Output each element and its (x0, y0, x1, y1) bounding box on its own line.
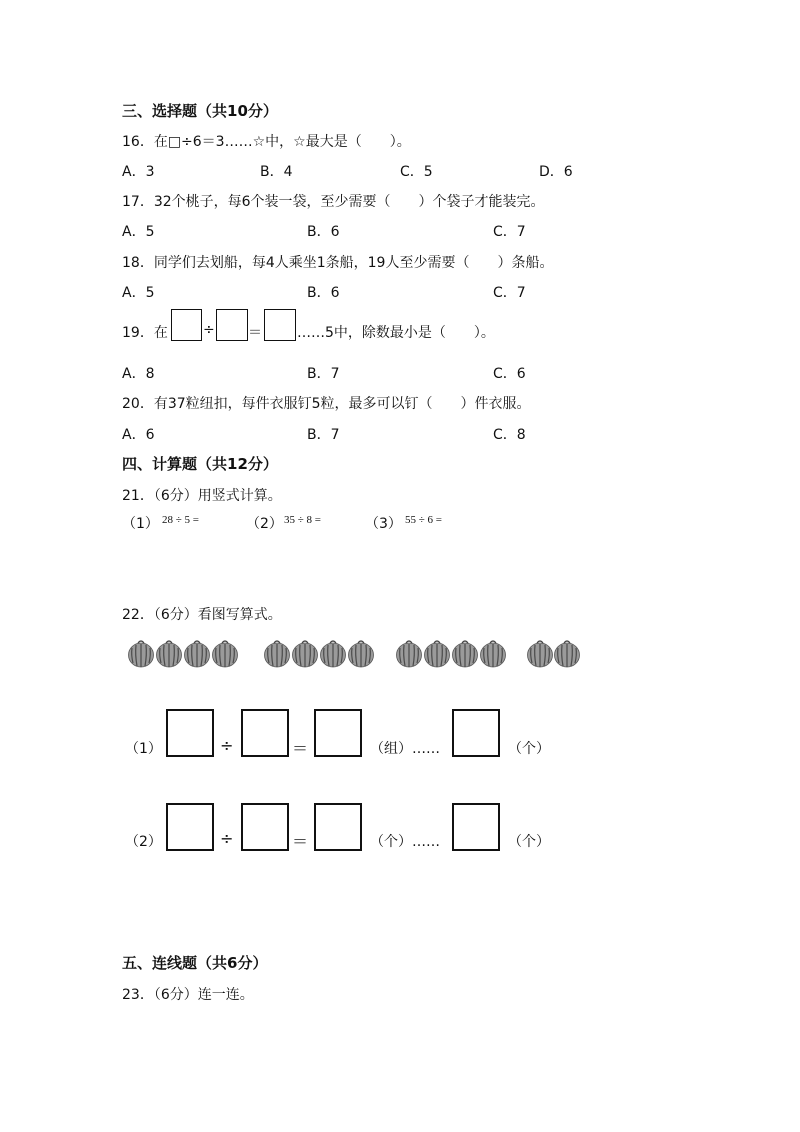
q20-option-b[interactable]: B．7 (307, 427, 340, 443)
q20-option-a[interactable]: A．6 (122, 427, 155, 443)
question-20: 20．有37粒纽扣，每件衣服钉5粒，最多可以钉（ ）件衣服。 (122, 396, 531, 412)
q22-row2-label: （2） (125, 834, 162, 850)
question-18: 18．同学们去划船，每4人乘坐1条船，19人至少需要（ ）条船。 (122, 255, 554, 271)
q22-row2-remainder-box[interactable] (452, 803, 500, 851)
q22-row1-equals-sign: ＝ (292, 739, 309, 758)
q21-item-2-expr: 35 ÷ 8 = (284, 514, 321, 526)
watermelon-icon (451, 637, 479, 669)
watermelon-icon (263, 637, 291, 669)
q22-row1-divisor-box[interactable] (241, 709, 289, 757)
q21-item-1-expr: 28 ÷ 5 = (162, 514, 199, 526)
section-3-title: 三、选择题（共10分） (122, 102, 278, 120)
q19-option-b[interactable]: B．7 (307, 366, 340, 382)
q19-option-c[interactable]: C．6 (493, 366, 526, 382)
watermelon-icon (479, 637, 507, 669)
watermelon-icon (211, 637, 239, 669)
q19-divisor-box[interactable] (216, 309, 248, 341)
q22-row1-quotient-box[interactable] (314, 709, 362, 757)
q19-option-a[interactable]: A．8 (122, 366, 155, 382)
watermelon-icon (395, 637, 423, 669)
q22-row2-unit-2: （个） (508, 834, 550, 850)
watermelon-icon (183, 637, 211, 669)
q16-option-b[interactable]: B．4 (260, 164, 293, 180)
q19-quotient-box[interactable] (264, 309, 296, 341)
q16-option-a[interactable]: A．3 (122, 164, 155, 180)
q17-option-b[interactable]: B．6 (307, 224, 340, 240)
q16-option-d[interactable]: D．6 (539, 164, 573, 180)
q18-option-a[interactable]: A．5 (122, 285, 155, 301)
q22-row2-unit-1: （个）…… (370, 834, 440, 850)
q17-option-c[interactable]: C．7 (493, 224, 526, 240)
question-19-prefix: 19．在 (122, 325, 168, 341)
q21-item-1-label: （1） (122, 516, 159, 532)
q19-divide-sign: ÷ (203, 322, 215, 338)
q22-row1-dividend-box[interactable] (166, 709, 214, 757)
q21-item-3-label: （3） (365, 516, 402, 532)
q17-option-a[interactable]: A．5 (122, 224, 155, 240)
question-22: 22．（6分）看图写算式。 (122, 607, 282, 623)
watermelon-icon (347, 637, 375, 669)
q22-row2-quotient-box[interactable] (314, 803, 362, 851)
q16-option-c[interactable]: C．5 (400, 164, 433, 180)
question-17: 17．32个桃子，每6个装一袋，至少需要（ ）个袋子才能装完。 (122, 194, 545, 210)
watermelon-icon (319, 637, 347, 669)
watermelon-icon (291, 637, 319, 669)
q20-option-c[interactable]: C．8 (493, 427, 526, 443)
watermelon-icon (553, 637, 581, 669)
q21-item-2-label: （2） (246, 516, 283, 532)
q22-row1-unit-1: （组）…… (370, 741, 440, 757)
watermelon-icon (526, 637, 554, 669)
question-21: 21．（6分）用竖式计算。 (122, 488, 282, 504)
question-23: 23．（6分）连一连。 (122, 987, 254, 1003)
q21-item-3-expr: 55 ÷ 6 = (405, 514, 442, 526)
watermelon-icon (423, 637, 451, 669)
q22-row2-divide-sign: ÷ (220, 829, 234, 848)
q22-row2-equals-sign: ＝ (292, 832, 309, 851)
section-4-title: 四、计算题（共12分） (122, 455, 278, 473)
watermelon-icon (127, 637, 155, 669)
q22-row1-divide-sign: ÷ (220, 736, 234, 755)
q22-row2-dividend-box[interactable] (166, 803, 214, 851)
q22-row1-label: （1） (125, 741, 162, 757)
question-19-suffix: ……5中，除数最小是（ ）。 (297, 325, 495, 341)
q19-equals-sign: ＝ (248, 325, 262, 341)
q18-option-b[interactable]: B．6 (307, 285, 340, 301)
watermelon-icon (155, 637, 183, 669)
q19-dividend-box[interactable] (171, 309, 202, 341)
section-5-title: 五、连线题（共6分） (122, 954, 268, 972)
q22-row1-unit-2: （个） (508, 741, 550, 757)
q18-option-c[interactable]: C．7 (493, 285, 526, 301)
q22-row2-divisor-box[interactable] (241, 803, 289, 851)
q22-row1-remainder-box[interactable] (452, 709, 500, 757)
question-16: 16．在□÷6＝3……☆中，☆最大是（ ）。 (122, 134, 411, 150)
